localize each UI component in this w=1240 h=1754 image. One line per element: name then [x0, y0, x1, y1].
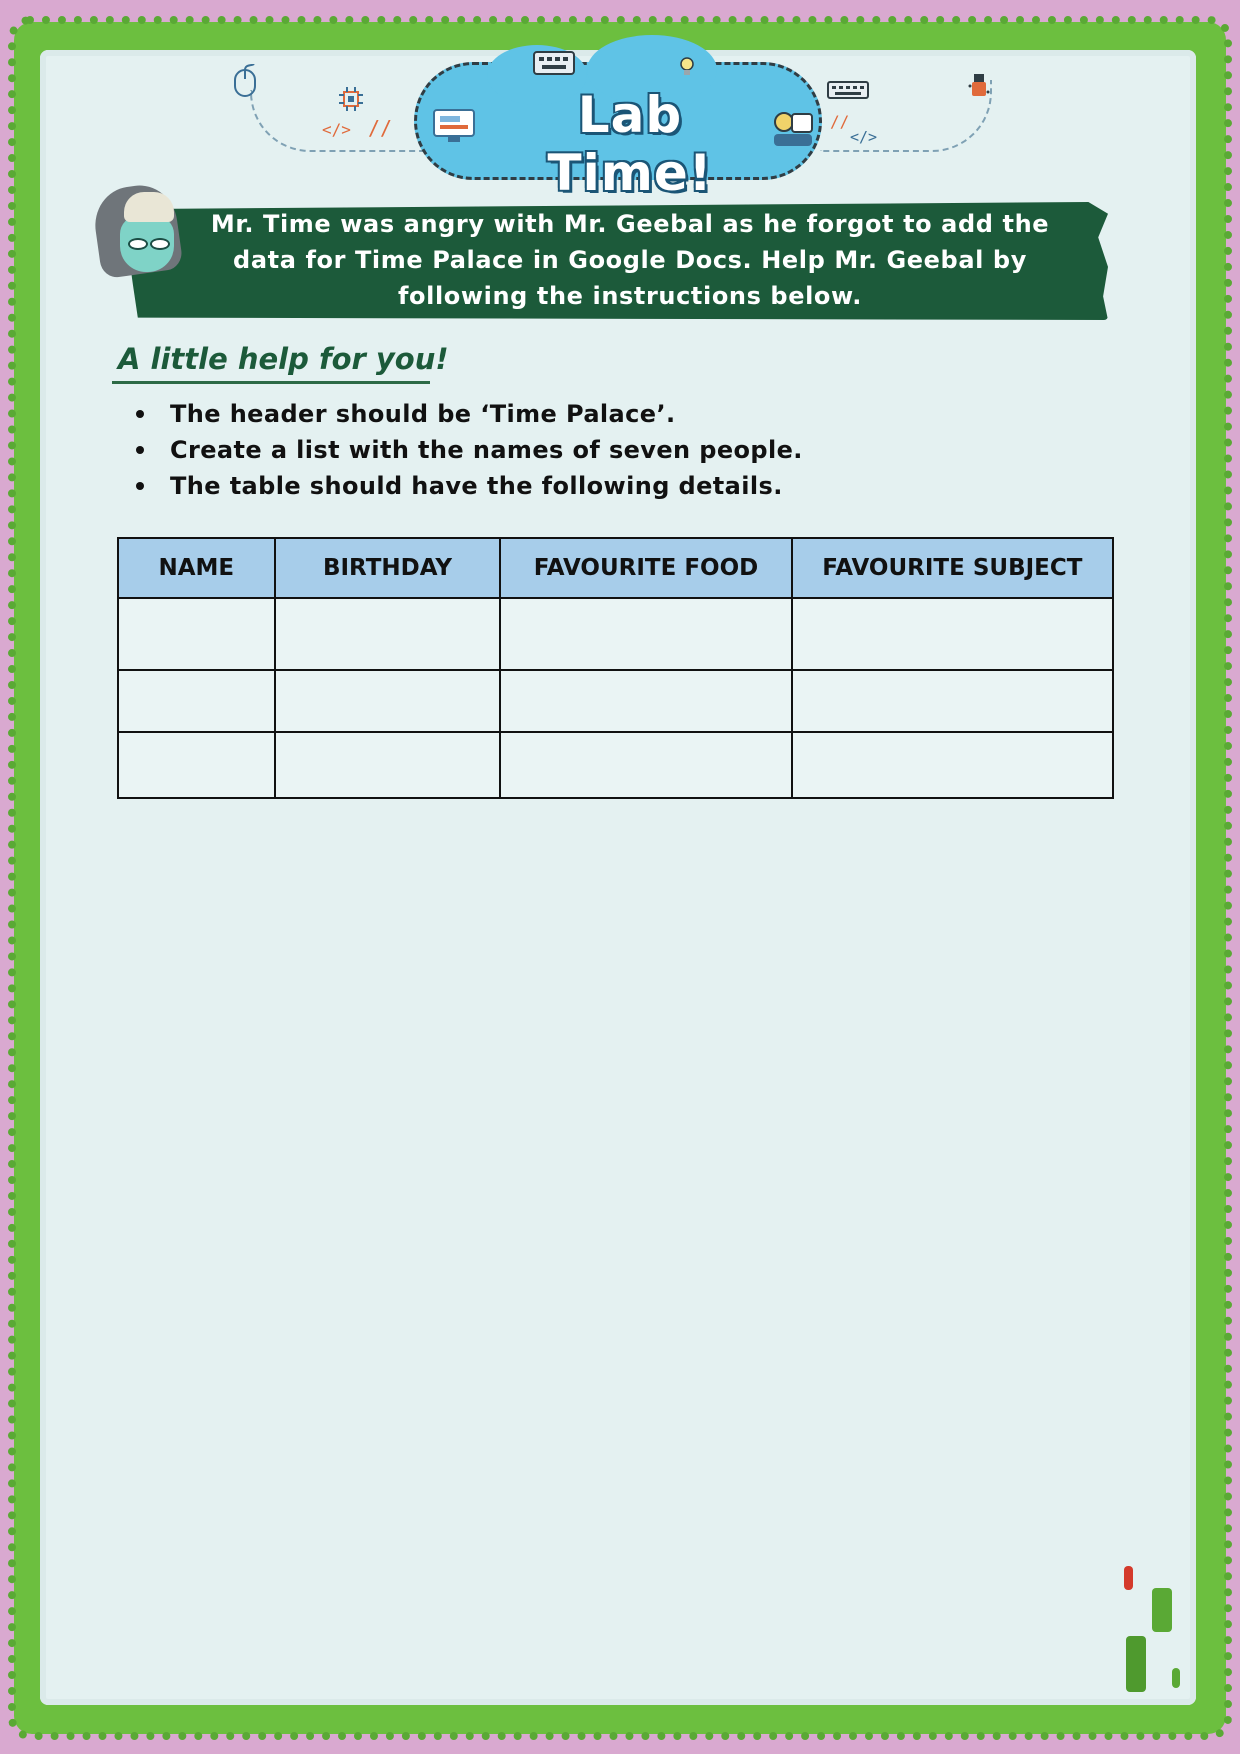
page-title: Lab Time! [547, 86, 713, 202]
table-cell[interactable] [118, 598, 275, 670]
column-header-birthday: BIRTHDAY [275, 538, 501, 598]
table-cell[interactable] [118, 732, 275, 798]
decorative-bar-green [1152, 1588, 1172, 1632]
table-cell[interactable] [792, 732, 1113, 798]
decorative-bar-green-small [1172, 1668, 1180, 1688]
keyboard-icon [532, 48, 576, 84]
table-row [118, 732, 1113, 798]
monitor-icon [432, 108, 478, 150]
help-heading-underline [112, 381, 430, 384]
slash-icon: // [368, 116, 393, 140]
lightbulb-icon [678, 56, 696, 84]
code-tag-icon-right: </> [850, 128, 878, 146]
table-row [118, 598, 1113, 670]
usb-icon [968, 72, 990, 106]
details-table [117, 537, 1114, 799]
keyboard-icon-right [826, 80, 870, 108]
column-header-favourite-food: FAVOURITE FOOD [500, 538, 791, 598]
table-cell[interactable] [275, 732, 501, 798]
table-cell[interactable] [118, 670, 275, 732]
decorative-bar-red [1124, 1566, 1133, 1590]
table-cell[interactable] [275, 598, 501, 670]
character-avatar [96, 186, 186, 286]
code-tag-icon: </> [322, 120, 351, 139]
instruction-banner-text: Mr. Time was angry with Mr. Geebal as he forgot to add the data for Time Palace in Google Docs. Help Mr. Geebal by following the instructions below. [210, 210, 1050, 310]
list-item: The header should be ‘Time Palace’. [130, 396, 803, 432]
table-header-row [118, 538, 1113, 598]
list-item: The table should have the following details. [130, 468, 803, 504]
chip-icon [338, 86, 364, 118]
slash-icon-right: // [830, 112, 850, 131]
table-cell[interactable] [500, 598, 791, 670]
column-header-favourite-subject: FAVOURITE SUBJECT [792, 538, 1113, 598]
table-cell[interactable] [792, 670, 1113, 732]
robot-character-icon [770, 110, 814, 156]
decorative-bar-green-tall [1126, 1636, 1146, 1692]
table-cell[interactable] [500, 670, 791, 732]
table-cell[interactable] [792, 598, 1113, 670]
instruction-list [130, 396, 803, 504]
mouse-icon [232, 64, 258, 104]
help-heading: A little help for you! [118, 342, 449, 376]
table-cell[interactable] [500, 732, 791, 798]
table-cell[interactable] [275, 670, 501, 732]
list-item: Create a list with the names of seven people. [130, 432, 803, 468]
column-header-name: NAME [118, 538, 275, 598]
table-row [118, 670, 1113, 732]
